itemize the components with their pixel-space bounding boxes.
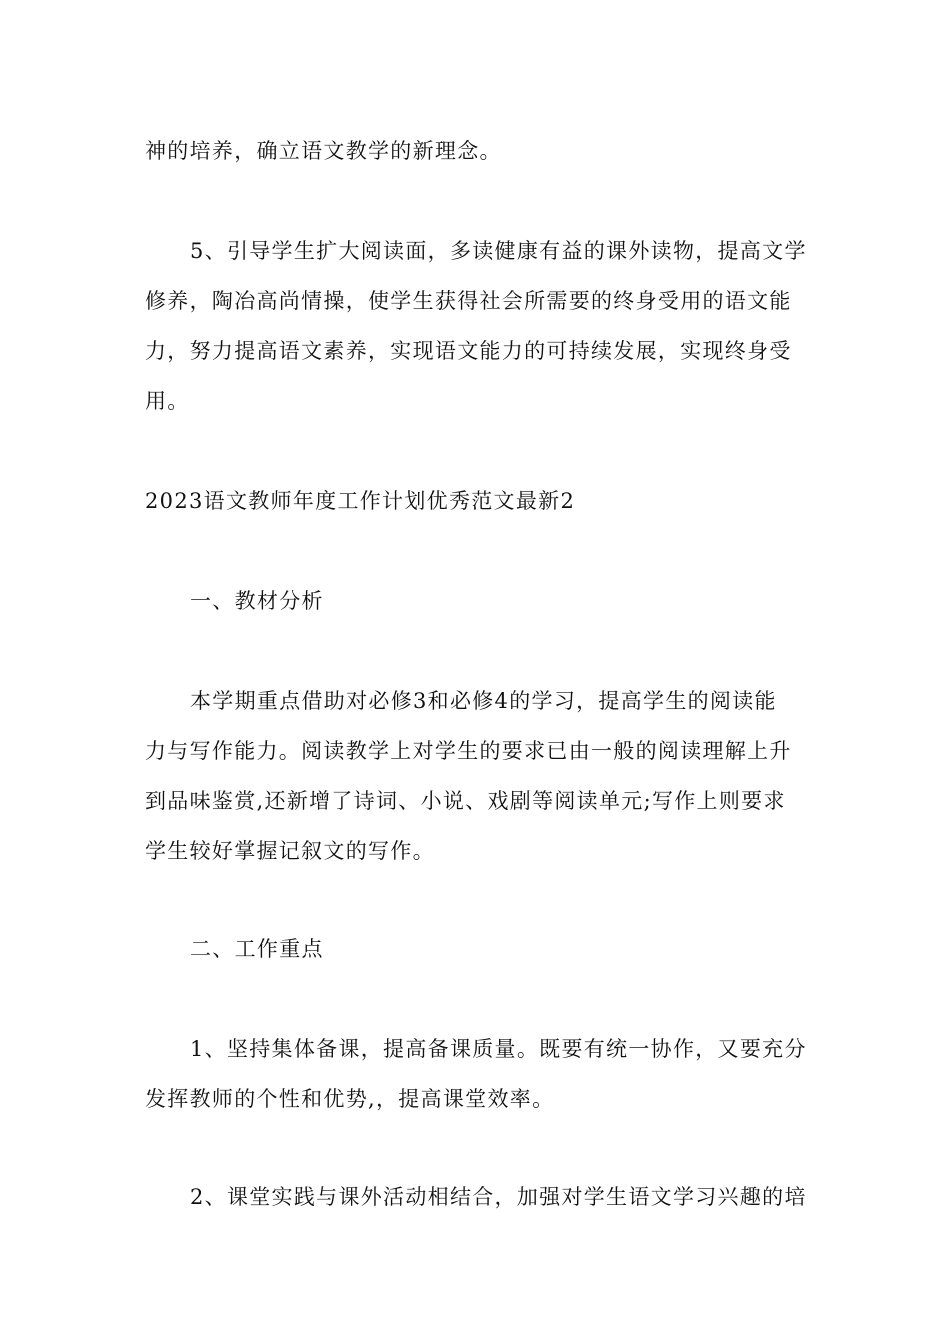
text-line: 力与写作能力。阅读教学上对学生的要求已由一般的阅读理解上升 (145, 739, 792, 763)
text-line: 到品味鉴赏,还新增了诗词、小说、戏剧等阅读单元;写作上则要求 (145, 789, 786, 813)
text-line: 发挥教师的个性和优势,，提高课堂效率。 (145, 1087, 555, 1111)
text-line: 学生较好掌握记叙文的写作。 (145, 839, 435, 863)
text-line: 1、坚持集体备课，提高备课质量。既要有统一协作，又要充分 (190, 1037, 807, 1061)
text-line: 修养，陶冶高尚情操，使学生获得社会所需要的终身受用的语文能 (145, 289, 792, 313)
section-heading: 一、教材分析 (190, 589, 324, 613)
text-line: 本学期重点借助对必修3和必修4的学习，提高学生的阅读能 (190, 689, 777, 713)
section-title: 2023语文教师年度工作计划优秀范文最新2 (145, 489, 576, 513)
section-heading: 二、工作重点 (190, 937, 324, 961)
text-line: 力，努力提高语文素养，实现语文能力的可持续发展，实现终身受 (145, 339, 792, 363)
text-line: 5、引导学生扩大阅读面，多读健康有益的课外读物，提高文学 (190, 239, 807, 263)
text-line: 用。 (145, 389, 190, 413)
text-line: 2、课堂实践与课外活动相结合，加强对学生语文学习兴趣的培 (190, 1185, 807, 1209)
text-line: 神的培养，确立语文教学的新理念。 (145, 139, 502, 163)
